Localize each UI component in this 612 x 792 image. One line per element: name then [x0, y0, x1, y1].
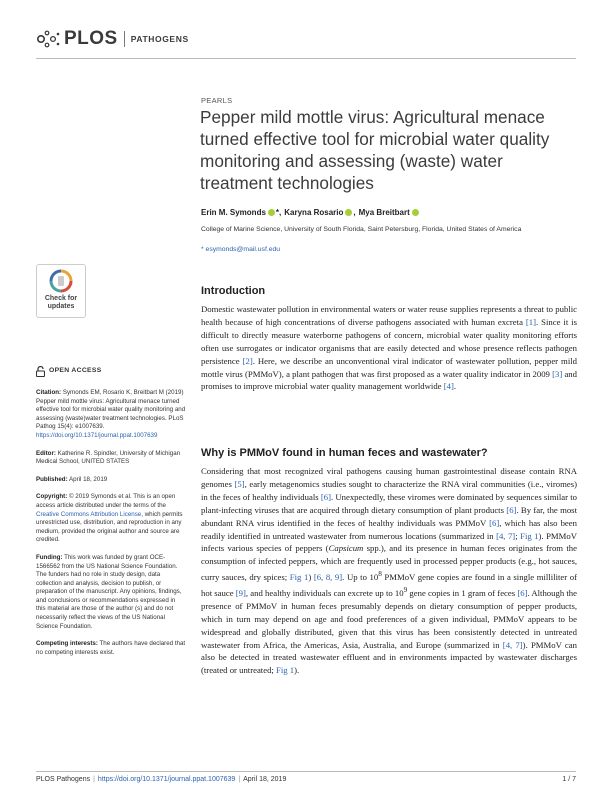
- section-heading-pmmov: Why is PMMoV found in human feces and wastewater?: [201, 447, 488, 459]
- figure-link[interactable]: Fig 1: [289, 572, 309, 583]
- reference-link[interactable]: [9]: [235, 587, 246, 598]
- reference-link[interactable]: [6]: [320, 491, 331, 502]
- reference-link[interactable]: [1]: [525, 316, 537, 327]
- author-name[interactable]: Erin M. Symonds: [201, 208, 266, 217]
- open-access-row: [36, 366, 186, 377]
- open-access-label: OPEN ACCESS: [49, 367, 102, 375]
- footer-rule: [36, 771, 576, 772]
- citation-block: Citation: Symonds EM, Rosario K, Breitbart M (2019) Pepper mild mottle virus: Agricultural menace turned effective tool for microbial water quality monitoring and assessing (waste)water treatment technologies. PLoS Pathog 15(4): e1007639. https://doi.org/10.1371/journal.ppat.1007639: [36, 389, 186, 439]
- open-lock-icon: [36, 366, 45, 377]
- figure-link[interactable]: Fig 1: [276, 665, 295, 676]
- citation-doi-link[interactable]: https://doi.org/10.1371/journal.ppat.1007639: [36, 431, 158, 439]
- funding-block: Funding: This work was funded by grant OCE-1566562 from the US National Science Foundation. The funders had no role in study design, data collection and analysis, decision to publish, or preparation of the manuscript. Any opinions, findings, and conclusions or recommendations expressed in this material are those of the author (s) and do not necessarily reflect the views of the US National Science Foundation.: [36, 553, 182, 630]
- check-for-updates-badge[interactable]: [36, 264, 86, 318]
- author-name[interactable]: Karyna Rosario: [284, 208, 344, 217]
- footer-doi-link[interactable]: https://doi.org/10.1371/journal.ppat.1007639: [97, 776, 236, 783]
- corresponding-mark: *: [275, 208, 280, 217]
- copyright-block: Copyright: © 2019 Symonds et al. This is an open access article distributed under the terms of the Creative Commons Attribution License, which permits unrestricted use, distribution, and reproduction in any medium, provided the original author and source are credited.: [36, 493, 183, 544]
- article-type: PEARLS: [201, 96, 233, 105]
- reference-link[interactable]: [6]: [506, 504, 517, 515]
- intro-paragraph: Domestic wastewater pollution in environmental waters or water reuse supplies represents a threat to public health because of high concentrations of diverse pathogens associated with human excreta [1]. Since it is difficult to directly measure waterborne pathogens of concern, microbial water quality monitoring efforts often use surrogates or indicator organisms that are easily detected and whose presence reflects pathogen persistence [2]. Here, we describe an unconventional viral indicator of wastewater pollution, pepper mild mottle virus (PMMoV), a plant pathogen that was first proposed as a water quality indicator in 2009 [3] and promises to improve microbial water quality management worldwide [4].: [201, 304, 577, 392]
- figure-link[interactable]: Fig 1: [520, 530, 539, 541]
- reference-link[interactable]: [2]: [242, 355, 253, 366]
- article-metadata-sidebar: [36, 366, 186, 666]
- check-updates-icon: [48, 269, 74, 293]
- footer-date: April 18, 2019: [243, 776, 287, 783]
- author-separator: ,: [279, 208, 282, 217]
- reference-link[interactable]: [5]: [234, 478, 245, 489]
- reference-link[interactable]: [3]: [552, 368, 563, 379]
- reference-link[interactable]: [4, 7]: [496, 530, 516, 541]
- page-footer: PLOS Pathogens | https://doi.org/10.1371/journal.ppat.1007639 | April 18, 2019: [36, 776, 287, 783]
- author-list: [201, 208, 420, 217]
- footer-journal: PLOS Pathogens: [36, 776, 91, 783]
- reference-link[interactable]: [6, 8, 9]: [313, 572, 343, 583]
- reference-link[interactable]: [4]: [443, 381, 454, 392]
- orcid-icon[interactable]: [412, 209, 419, 216]
- pmmov-paragraph: Considering that most recognized viral pathogens causing human gastrointestinal disease contain RNA genomes [5], early metagenomics studies sought to characterize the RNA viral communities (i.e., viromes) in the feces of healthy individuals [6]. Unexpectedly, these viromes were dominated by sequences similar to plant-infecting viruses that are acquired through dietary consumption of plant products [6]. By far, the most abundant RNA virus identified in the feces of healthy individuals was PMMoV [6], which has also been readily identified in untreated wastewater from numerous locations (summarized in [4, 7]; Fig 1). PMMoV infects various species of peppers (Capsicum spp.), and its presence in human feces originates from the consumption of infected peppers, which are frequently used in processed pepper products (e.g., hot sauces, curry sauces, dry spices; Fig 1) [6, 8, 9]. Up to $10^8$ PMMoV gene copies are found in a single milliliter of hot sauce [9], and healthy individuals can excrete up to $10^9$ gene copies in 1 gram of feces [6]. Although the presence of PMMoV in human feces presumably depends on dietary consumption of pepper products, which in turn may depend on age and food preferences of a given individual, PMMoV appears to be widespread and globally distributed, given that this virus has been consistently detected in untreated wastewater from Africa, the Americas, Asia, Australia, and Europe (summarized in [4, 7]). PMMoV can also be detected in treated wastewater effluent and in environments impacted by wastewater discharges (treated or untreated; Fig 1).: [201, 466, 577, 676]
- competing-interests-block: Competing interests: The authors have declared that no competing interests exist.: [36, 640, 186, 656]
- orcid-icon[interactable]: [345, 209, 352, 216]
- publisher-name: PLOS: [64, 28, 118, 49]
- reference-link[interactable]: [6]: [517, 587, 528, 598]
- plos-logo-icon: [36, 29, 62, 49]
- header-divider: [124, 31, 125, 47]
- section-heading-introduction: Introduction: [201, 285, 266, 297]
- page-number: 1 / 7: [562, 776, 576, 783]
- article-title: Pepper mild mottle virus: Agricultural menace turned effective tool for microbial water quality monitoring and assessing (waste) water treatment technologies: [200, 107, 550, 193]
- author-name[interactable]: Mya Breitbart: [358, 208, 410, 217]
- license-link[interactable]: Creative Commons Attribution License: [36, 510, 142, 518]
- affiliation: College of Marine Science, University of South Florida, Saint Petersburg, Florida, United States of America: [201, 226, 522, 233]
- editor-block: Editor: Katherine R. Spindler, University of Michigan Medical School, UNITED STATES: [36, 449, 181, 466]
- header-rule: [36, 58, 576, 59]
- orcid-icon[interactable]: [268, 209, 275, 216]
- check-updates-label: Check for updates: [44, 295, 78, 310]
- reference-link[interactable]: [6]: [489, 517, 500, 528]
- journal-name: PATHOGENS: [130, 34, 189, 44]
- reference-link[interactable]: [4, 7]: [502, 639, 523, 650]
- published-block: Published: April 18, 2019: [36, 475, 108, 483]
- author-separator: ,: [353, 208, 356, 217]
- journal-header: [36, 28, 189, 50]
- correspondence-email[interactable]: * esymonds@mail.usf.edu: [201, 246, 281, 253]
